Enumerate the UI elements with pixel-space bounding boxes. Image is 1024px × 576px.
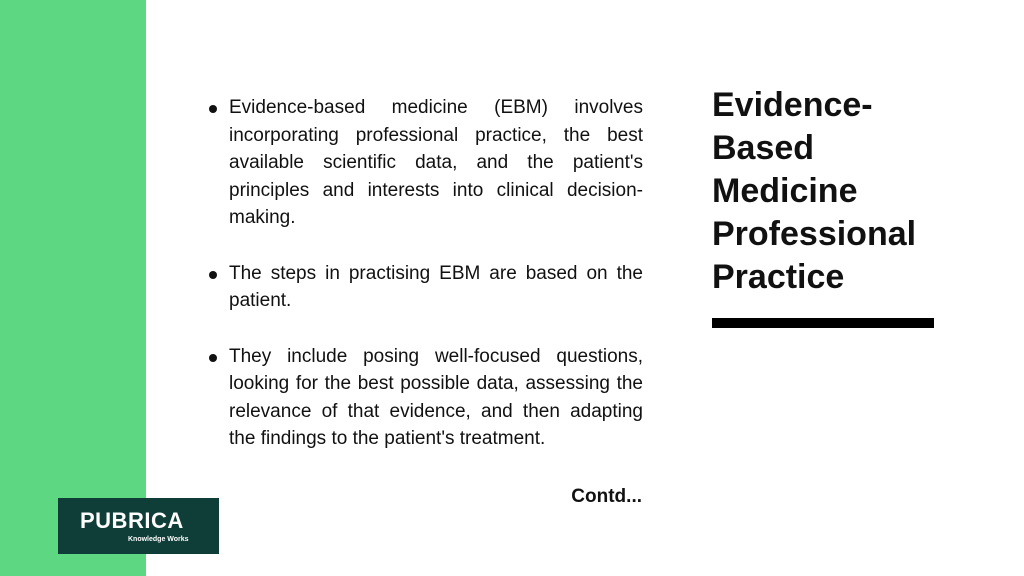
contd-label: Contd... [571, 486, 642, 507]
title-underline-rule [712, 318, 934, 328]
bullet-dot-icon [209, 271, 217, 279]
bullet-text: They include posing well-focused questions, looking for the best possible data, assessing the relevance of that evidence, and then adapting the findings to the patient's treatment. [229, 345, 643, 449]
title-line: Professional [712, 215, 917, 253]
bullet-text: Evidence-based medicine (EBM) involves incorporating professional practice, the best available scientific data, and the patient's principles and interests into clinical decision-making. [229, 97, 643, 228]
green-side-band [0, 0, 146, 576]
title-line: Evidence- [712, 86, 873, 124]
bullet-dot-icon [209, 105, 217, 113]
logo-wordmark: PUBRICA [80, 508, 184, 533]
slide-title [712, 84, 952, 299]
bullet-item [207, 94, 643, 232]
title-line: Based [712, 129, 815, 167]
bullet-list [207, 94, 643, 481]
bullet-item [207, 343, 643, 453]
title-line: Practice [712, 258, 845, 296]
bullet-dot-icon [209, 354, 217, 362]
title-line: Medicine [712, 172, 858, 210]
pubrica-logo [58, 498, 219, 554]
bullet-text: The steps in practising EBM are based on the patient. [229, 262, 643, 311]
logo-tagline: Knowledge Works [128, 536, 189, 543]
bullet-item [207, 260, 643, 315]
